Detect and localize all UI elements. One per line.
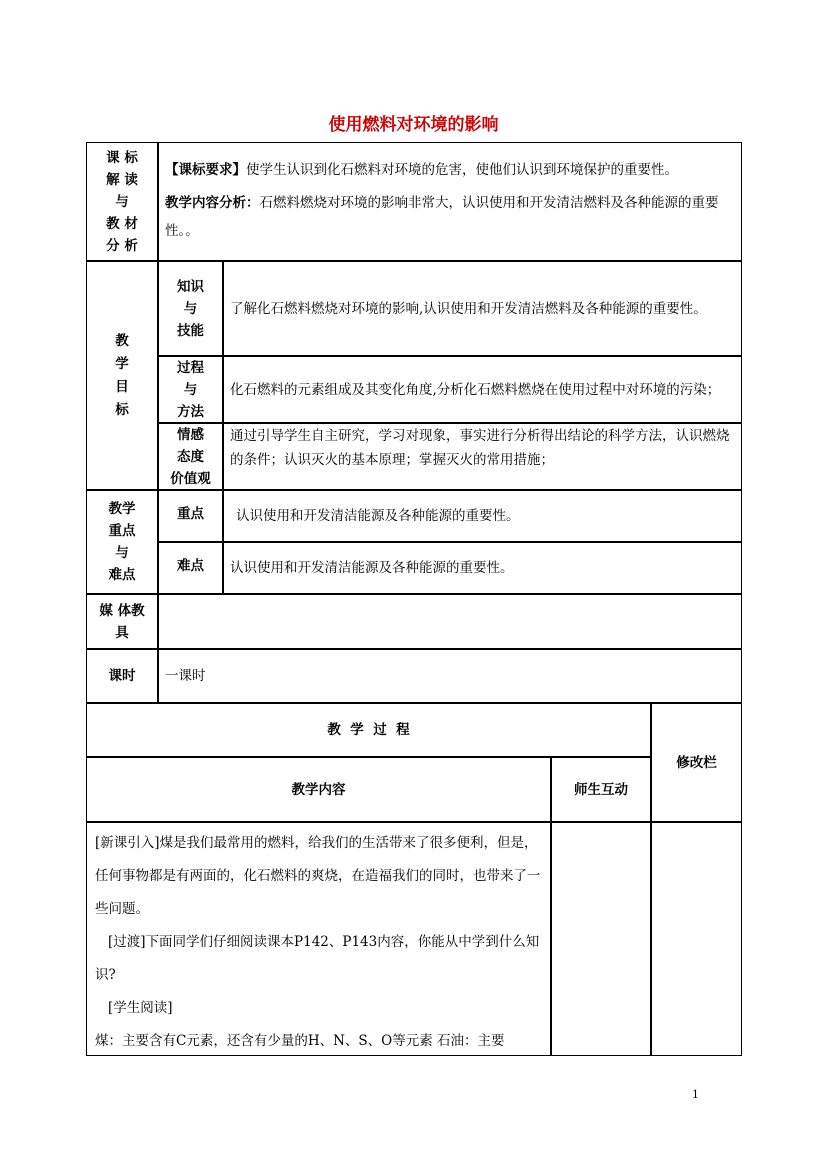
- content-column-header: 教学内容: [86, 757, 551, 822]
- page-title: 使用燃料对环境的影响: [328, 115, 499, 135]
- analysis-label: 教学内容分析：: [165, 195, 260, 211]
- curriculum-label: 课 标 解 读 与 教 材 分 析: [86, 142, 158, 261]
- media-label: 媒 体教 具: [86, 594, 158, 649]
- requirement-text: 使学生认识到化石燃料对环境的危害，使他们认识到环境保护的重要性。: [246, 162, 678, 178]
- objectives-label: 教 学 目 标: [86, 261, 158, 490]
- transition-paragraph: [过渡]下面同学们仔细阅读课本P142、P143内容，你能从中学到什么知识?: [95, 934, 540, 983]
- revision-content: [651, 822, 742, 1056]
- media-content: [158, 594, 742, 649]
- period-text: 一课时: [158, 649, 742, 703]
- intro-paragraph: [新课引入]煤是我们最常用的燃料，给我们的生活带来了很多便利，但是，任何事物都是有两面的，化石燃料的爽烧，在造福我们的同时，也带来了一些问题。: [95, 835, 541, 917]
- analysis-text: 石燃料燃烧对环境的影响非常大，认识使用和开发清洁燃料及各种能源的重要性。。: [165, 195, 719, 239]
- key-point-label: 重点: [158, 490, 223, 542]
- revision-column-header: 修改栏: [651, 703, 742, 822]
- teaching-content: [86, 822, 551, 1056]
- page-number: 1: [692, 1088, 699, 1101]
- requirement-label: 【课标要求】: [165, 162, 246, 178]
- focus-label: 教学 重点 与 难点: [86, 490, 158, 594]
- emotion-text: 通过引导学生自主研究，学习对现象，事实进行分析得出结论的科学方法，认识燃烧的条件；认识灭火的基本原理；掌握灭火的常用措施；: [223, 423, 742, 490]
- difficulty-text: 认识使用和开发清洁能源及各种能源的重要性。: [223, 542, 742, 594]
- coal-paragraph: 煤：主要含有C元素，还含有少量的H、N、S、O等元素 石油：主要: [95, 1033, 505, 1049]
- process-label: 过程 与 方法: [158, 356, 223, 423]
- difficulty-label: 难点: [158, 542, 223, 594]
- knowledge-text: 了解化石燃料燃烧对环境的影响,认识使用和开发清洁燃料及各种能源的重要性。: [223, 261, 742, 356]
- reading-paragraph: [学生阅读]: [108, 1000, 173, 1016]
- key-point-text: 认识使用和开发清洁能源及各种能源的重要性。: [223, 490, 742, 542]
- curriculum-content: [158, 142, 742, 261]
- emotion-label: 情感 态度 价值观: [158, 423, 223, 490]
- period-label: 课时: [86, 649, 158, 703]
- knowledge-label: 知识 与 技能: [158, 261, 223, 356]
- process-title: 教 学 过 程: [86, 703, 651, 757]
- interaction-column-header: 师生互动: [551, 757, 651, 822]
- process-text: 化石燃料的元素组成及其变化角度,分析化石燃料燃烧在使用过程中对环境的污染；: [223, 356, 742, 423]
- interaction-content: [551, 822, 651, 1056]
